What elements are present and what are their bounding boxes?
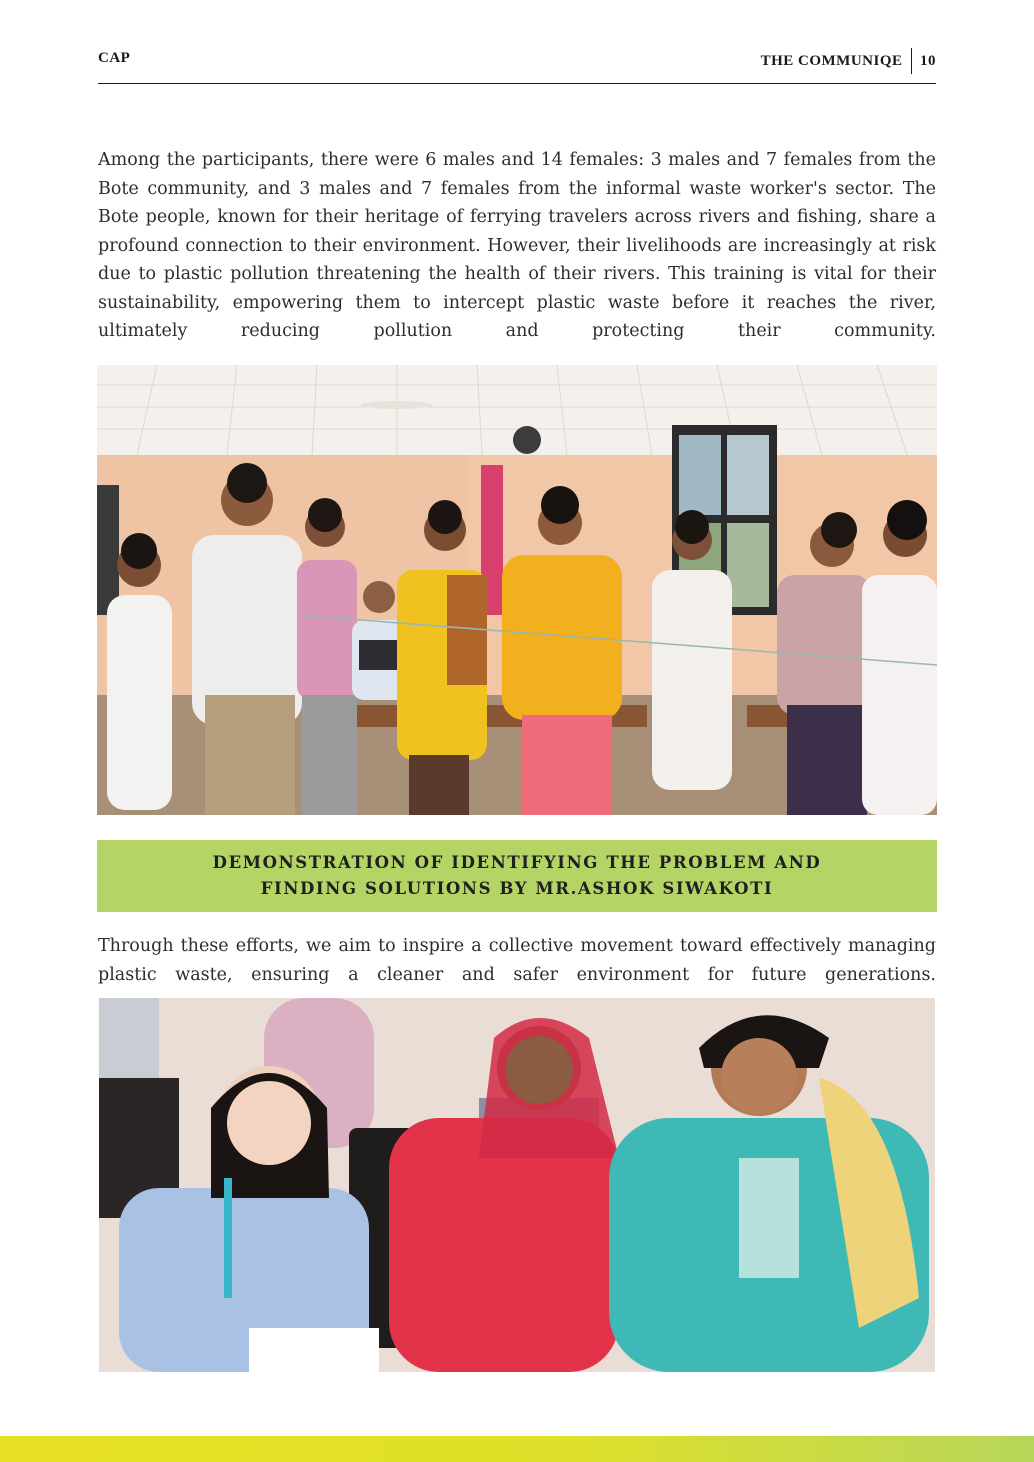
participants-writing-photo xyxy=(99,998,935,1372)
page-number: 10 xyxy=(920,52,936,69)
training-group-photo xyxy=(97,365,937,815)
header-separator xyxy=(911,48,913,74)
publication-title: THE COMMUNIQE xyxy=(760,52,903,69)
page-header xyxy=(98,48,936,84)
footer-color-bar xyxy=(0,1436,1034,1462)
caption-line-1: DEMONSTRATION OF IDENTIFYING THE PROBLEM AND xyxy=(212,853,822,872)
closing-paragraph: Through these efforts, we aim to inspire a collective movement toward effectively managing plastic waste, ensuring a cleaner and safer environment for future generations. xyxy=(98,936,936,985)
caption-line-2: FINDING SOLUTIONS BY MR.ASHOK SIWAKOTI xyxy=(260,879,774,898)
publisher-label: CAP xyxy=(98,50,131,66)
photo-caption-banner xyxy=(97,840,937,912)
intro-paragraph: Among the participants, there were 6 males and 14 females: 3 males and 7 females from the Bote community, and 3 males and 7 females from the informal waste worker's sector. The Bote people, known for their heritage of ferrying travelers across rivers and fishing, share a profound connection to their environment. However, their livelihoods are increasingly at risk due to plastic pollution threatening the health of their rivers. This training is vital for their sustainability, empowering them to intercept plastic waste before it reaches the river, ultimately reducing pollution and protecting their community. xyxy=(98,150,936,341)
header-right xyxy=(761,48,936,74)
